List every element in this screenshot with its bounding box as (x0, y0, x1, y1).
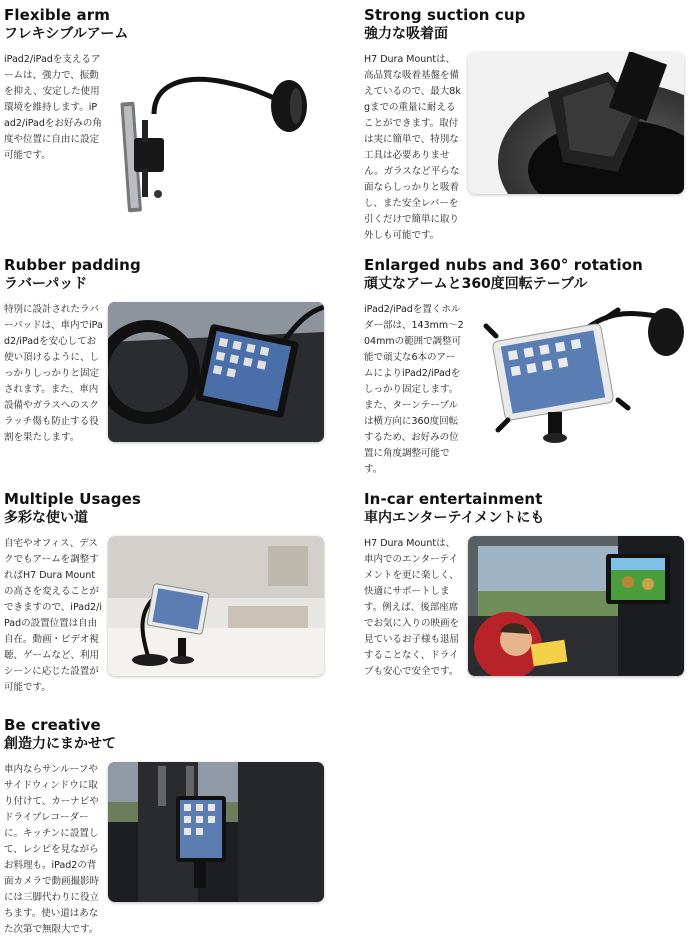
feature-be-creative (4, 716, 334, 935)
feature-description: 自宅やオフィス、デスクでもアームを調整すればH7 Dura Mountの高さを変えることができますので、iPad2/iPadの設置位置は自由自在。動画・ビデオ視聴、ゲームなど、利用シーンに応じた設置が可能です。 (4, 538, 102, 693)
feature-title-ja: フレキシブルアーム (4, 26, 129, 42)
feature-description: iPad2/iPadを置くホルダー部は、143mm〜204mmの範囲で調整可能で頑丈な6本のアームによりiPad2/iPadをしっかり固定します。また、ターンテーブルは横方向に360度回転するため、お好みの位置に角度調整可能です。 (364, 304, 464, 475)
headrest-mount-photo (108, 762, 324, 902)
feature-multiple-usages (4, 490, 334, 700)
suction-cup-closeup-photo (468, 52, 684, 194)
feature-title-ja: 多彩な使い道 (4, 510, 88, 526)
feature-description: H7 Dura Mountは、高品質な吸着基盤を備えているので、最大8kgまでの重量に耐えることができます。取付は実に簡単で、特別な工具は必要ありません。ガラスなど平らな面ならしっかりと吸着し、また安全レバーを引くだけで簡単に取り外しも可能です。 (364, 54, 461, 241)
feature-title-ja: 創造力にまかせて (4, 736, 116, 752)
gooseneck-arm-mount-photo (104, 54, 324, 224)
feature-title-en: Multiple Usages (4, 490, 141, 508)
feature-title-ja: ラバーパッド (4, 276, 88, 292)
feature-title-en: Be creative (4, 716, 101, 734)
feature-in-car-entertainment (364, 490, 691, 700)
feature-description: H7 Dura Mountは、車内でのエンターテイメントを更に楽しく、快適にサポートします。例えば、後部座席でお気に入りの映画を見ているお子様も退屈することなく、ドライブも安心で安全です。 (364, 538, 460, 677)
feature-title-en: Rubber padding (4, 256, 141, 274)
feature-title-en: In-car entertainment (364, 490, 543, 508)
feature-title-en: Enlarged nubs and 360° rotation (364, 256, 643, 274)
feature-title-en: Flexible arm (4, 6, 111, 24)
kitchen-counter-photo (108, 536, 324, 676)
rear-seat-entertainment-photo (468, 536, 684, 676)
rotating-holder-photo (468, 296, 684, 456)
feature-rotation-table (364, 256, 691, 475)
feature-flexible-arm (4, 6, 334, 216)
feature-strong-suction-cup (364, 6, 691, 241)
feature-title-ja: 頑丈なアームと360度回転テーブル (364, 276, 588, 292)
car-dashboard-mount-photo (108, 302, 324, 442)
feature-title-ja: 強力な吸着面 (364, 26, 448, 42)
feature-title-en: Strong suction cup (364, 6, 526, 24)
feature-description: iPad2/iPadを支えるアームは、強力で、振動を抑え、安定した使用環境を維持します。iPad2/iPadをお好みの角度や位置に自由に設定可能です。 (4, 54, 102, 161)
feature-title-ja: 車内エンターテイメントにも (364, 510, 545, 526)
feature-rubber-padding (4, 256, 334, 466)
feature-description: 特別に設計されたラバーパッドは、車内でiPad2/iPadを安心してお使い頂けるように、しっかりしっかりと固定されます。また、車内設備やガラスへのスクラッチ傷も防止する役割を果たします。 (4, 304, 103, 443)
feature-description: 車内ならサンルーフやサイドウィンドウに取り付けて、カーナビやドライブレコーダーに。キッチンに設置して、レシピを見ながらお料理も。iPad2の背面カメラで動画撮影時には三脚代わりに役立ちます。使い道はあなた次第で無限大です。 (4, 764, 100, 935)
